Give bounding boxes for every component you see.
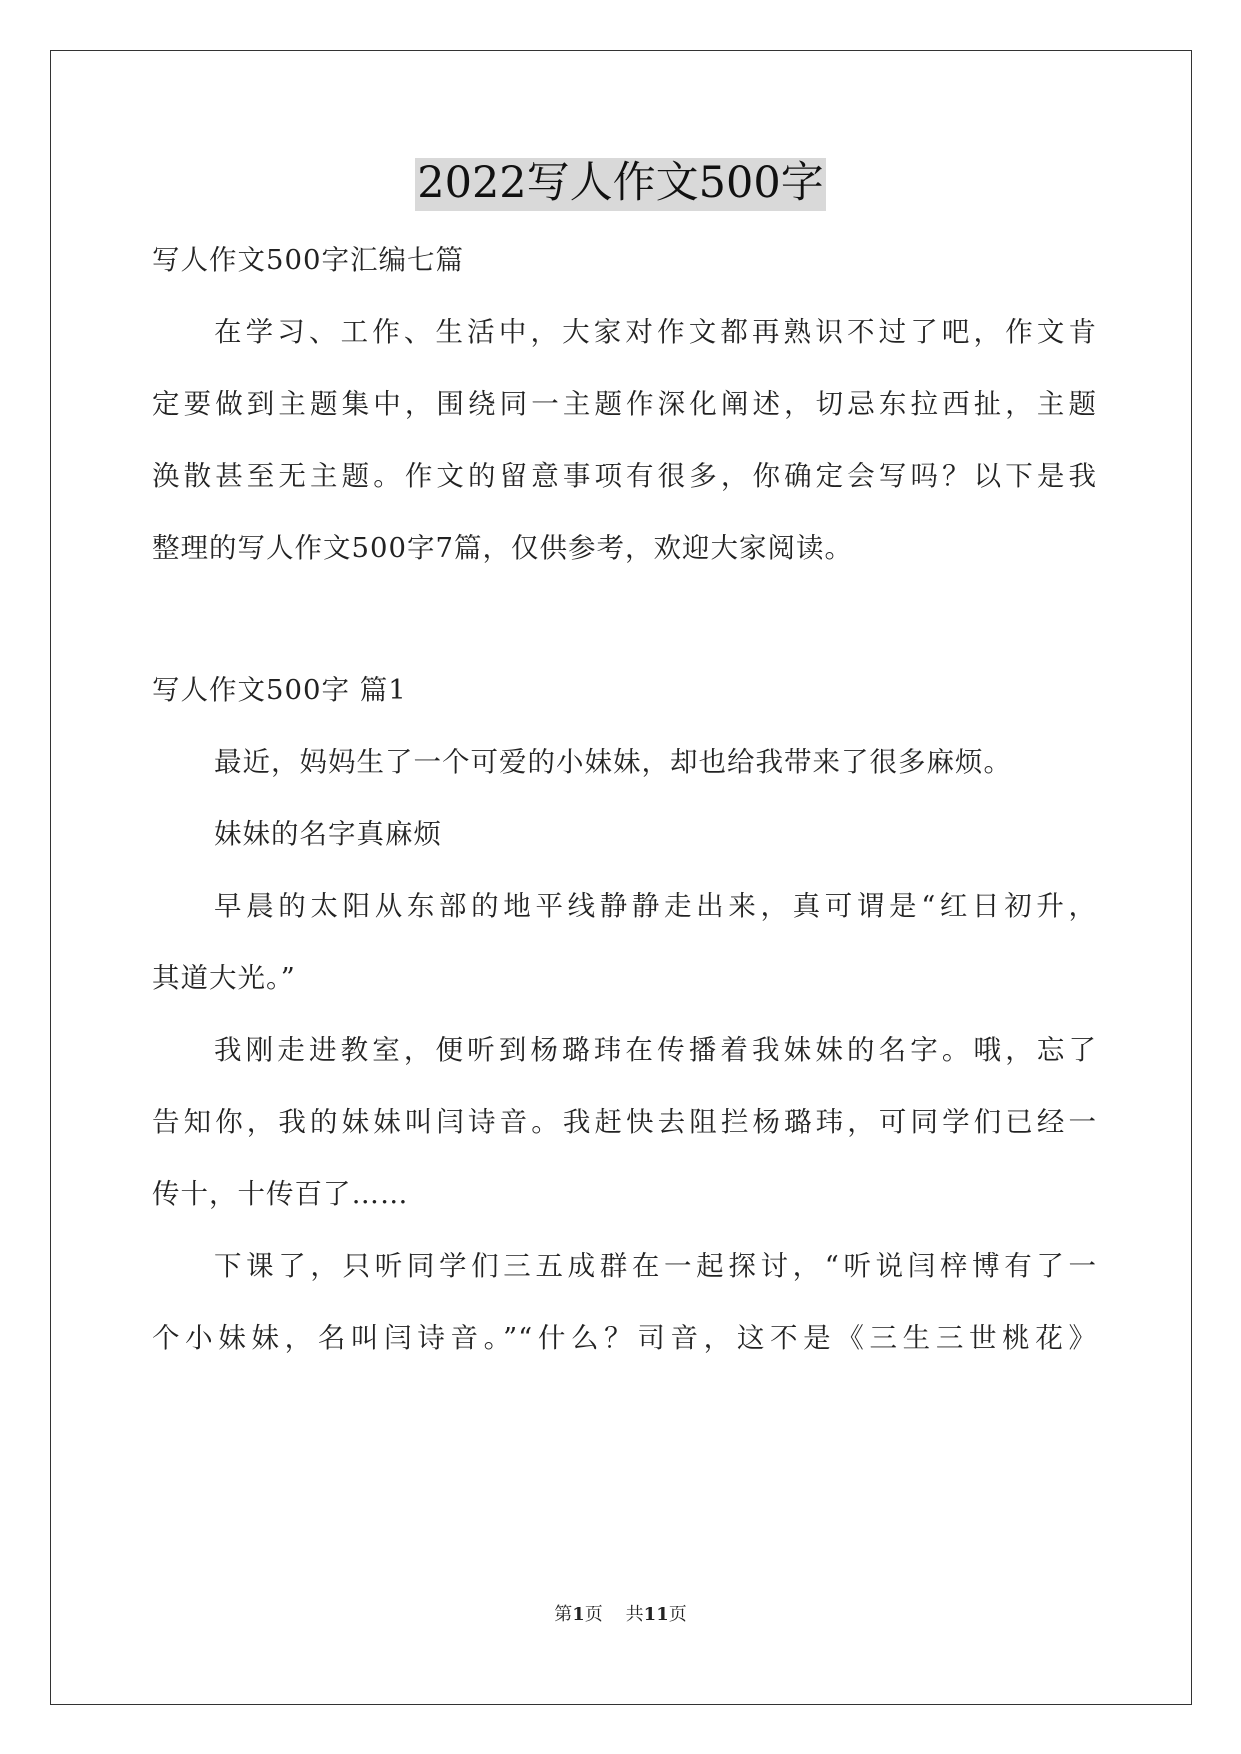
footer-page-current: 1 xyxy=(572,1604,585,1625)
document-title-wrapper xyxy=(0,158,1241,211)
page-frame xyxy=(50,50,1192,1705)
paragraph-line: 在学习、工作、生活中，大家对作文都再熟识不过了吧，作文肯 xyxy=(214,316,1097,348)
paragraph-line: 涣散甚至无主题。作文的留意事项有很多，你确定会写吗？以下是我 xyxy=(152,460,1097,492)
essay-heading: 写人作文500字 篇1 xyxy=(152,674,407,706)
paragraph-line: 我刚走进教室，便听到杨璐玮在传播着我妹妹的名字。哦，忘了 xyxy=(214,1034,1097,1066)
paragraph-line: 整理的写人作文500字7篇，仅供参考，欢迎大家阅读。 xyxy=(152,532,853,564)
document-title: 2022写人作文500字 xyxy=(415,158,826,211)
paragraph-line: 最近，妈妈生了一个可爱的小妹妹，却也给我带来了很多麻烦。 xyxy=(214,746,1012,778)
footer-page-prefix: 第 xyxy=(554,1604,573,1625)
paragraph-line: 定要做到主题集中，围绕同一主题作深化阐述，切忌东拉西扯，主题 xyxy=(152,388,1097,420)
page-footer xyxy=(0,1600,1241,1626)
section-heading: 写人作文500字汇编七篇 xyxy=(152,244,464,276)
paragraph-line: 早晨的太阳从东部的地平线静静走出来，真可谓是“红日初升， xyxy=(214,890,1097,922)
paragraph-line: 告知你，我的妹妹叫闫诗音。我赶快去阻拦杨璐玮，可同学们已经一 xyxy=(152,1106,1097,1138)
paragraph-line: 传十，十传百了…… xyxy=(152,1178,409,1210)
paragraph-line: 个小妹妹，名叫闫诗音。”“什么？司音，这不是《三生三世桃花》 xyxy=(152,1322,1097,1354)
footer-page-suffix: 页 xyxy=(668,1604,687,1625)
footer-page-mid: 页 共 xyxy=(584,1604,644,1625)
paragraph-line: 妹妹的名字真麻烦 xyxy=(214,818,442,850)
footer-page-total: 11 xyxy=(643,1604,669,1625)
paragraph-line: 下课了，只听同学们三五成群在一起探讨，“听说闫梓博有了一 xyxy=(214,1250,1097,1282)
paragraph-line: 其道大光。” xyxy=(152,962,296,994)
